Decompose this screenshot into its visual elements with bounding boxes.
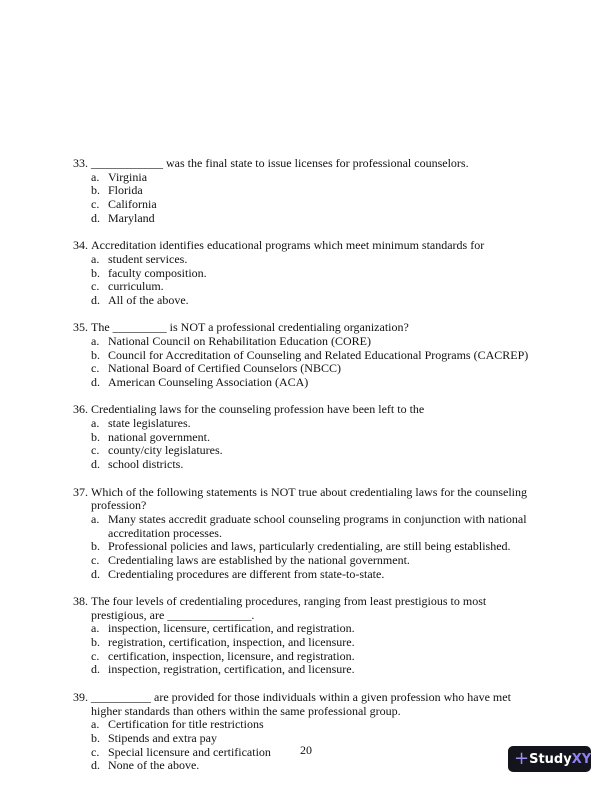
- option-text-line: Special licensure and certification: [108, 744, 271, 759]
- option-text: [108, 444, 223, 458]
- option-text-line: Credentialing procedures are different from state-to-state.: [108, 566, 385, 581]
- option-label: b.: [91, 429, 100, 444]
- answer-option: [73, 554, 543, 568]
- question-text: The four levels of credentialing procedures, ranging from least prestigious to most: [91, 594, 487, 608]
- option-text-line: faculty composition.: [108, 265, 207, 280]
- answer-option: [73, 513, 543, 540]
- option-text-line: Many states accredit graduate school counseling programs in conjunction with national: [108, 511, 527, 526]
- option-text-line: Virginia: [108, 169, 148, 184]
- question-text: Which of the following statements is NOT true about credentialing laws for the counseling: [91, 484, 528, 499]
- option-label: a.: [91, 251, 100, 266]
- option-text-line: accreditation processes.: [108, 525, 222, 540]
- answer-option: [73, 198, 543, 212]
- option-text: [108, 513, 527, 540]
- question-text-line: [73, 157, 543, 171]
- plus-icon: +: [514, 748, 530, 769]
- option-label: c.: [91, 744, 100, 759]
- option-label: d.: [91, 210, 100, 225]
- option-text: [108, 568, 384, 582]
- option-text: [108, 198, 157, 212]
- option-text: [108, 212, 155, 226]
- option-label: a.: [91, 621, 100, 636]
- option-label: c.: [91, 443, 100, 458]
- option-text: [108, 267, 207, 281]
- option-text-line: Council for Accreditation of Counseling and Related Educational Programs (CACREP): [108, 347, 529, 362]
- option-text-line: student services.: [108, 251, 188, 266]
- option-text: [108, 253, 187, 267]
- answer-option: [73, 718, 543, 732]
- question-text: prestigious, are ______________.: [91, 607, 255, 622]
- option-text: [108, 540, 511, 554]
- option-text-line: registration, certification, inspection, and licensure.: [108, 635, 355, 650]
- question: [73, 691, 543, 773]
- option-text: [108, 171, 147, 185]
- option-label: c.: [91, 361, 100, 376]
- question-text-line: [73, 705, 543, 719]
- option-text: [108, 431, 210, 445]
- option-text: [108, 294, 189, 308]
- option-text: [108, 636, 355, 650]
- option-text: [108, 759, 199, 773]
- question-text-line: [73, 609, 543, 623]
- option-label: b.: [91, 265, 100, 280]
- question-text-line: [73, 691, 543, 705]
- question: [73, 321, 543, 389]
- question: [73, 486, 543, 582]
- option-text-line: California: [108, 197, 157, 212]
- question-text: ____________ was the final state to issue licenses for professional counselors.: [91, 156, 469, 170]
- option-text-line: state legislatures.: [108, 416, 191, 431]
- question-number: 35.: [73, 320, 88, 335]
- logo-text: StudyXY: [529, 751, 592, 767]
- question-list: [73, 157, 543, 787]
- option-text: [108, 458, 183, 472]
- answer-option: [73, 568, 543, 582]
- option-label: d.: [91, 566, 100, 581]
- question-text: The _________ is NOT a professional credentialing organization?: [91, 320, 409, 335]
- option-text-line: Florida: [108, 183, 143, 198]
- option-text-line: Certification for title restrictions: [108, 717, 264, 732]
- question-number: 36.: [73, 402, 88, 417]
- option-text: [108, 184, 143, 198]
- option-text-line: All of the above.: [108, 292, 189, 307]
- answer-option: [73, 444, 543, 458]
- answer-option: [73, 417, 543, 431]
- answer-option: [73, 431, 543, 445]
- option-label: a.: [91, 416, 100, 431]
- answer-option: [73, 184, 543, 198]
- option-label: d.: [91, 457, 100, 472]
- question-text: Accreditation identifies educational programs which meet minimum standards for: [91, 238, 485, 253]
- option-label: d.: [91, 662, 100, 677]
- question: [73, 595, 543, 677]
- answer-option: [73, 267, 543, 281]
- answer-option: [73, 335, 543, 349]
- page-number: 20: [300, 743, 312, 757]
- answer-option: [73, 458, 543, 472]
- answer-option: [73, 212, 543, 226]
- question-text-line: [73, 321, 543, 335]
- option-text: [108, 663, 355, 677]
- option-text-line: American Counseling Association (ACA): [108, 375, 309, 389]
- studyxy-logo: [508, 746, 591, 772]
- option-text-line: school districts.: [108, 457, 184, 472]
- question: [73, 157, 543, 225]
- option-label: c.: [91, 279, 100, 294]
- answer-option: [73, 294, 543, 308]
- option-text-line: National Council on Rehabilitation Education (CORE): [108, 333, 371, 348]
- option-label: a.: [91, 717, 100, 732]
- option-text-line: certification, inspection, licensure, and registration.: [108, 648, 355, 663]
- option-label: a.: [91, 333, 100, 348]
- option-label: b.: [91, 730, 100, 745]
- answer-option: [73, 280, 543, 294]
- option-text-line: national government.: [108, 429, 210, 444]
- option-label: b.: [91, 635, 100, 650]
- answer-option: [73, 663, 543, 677]
- option-label: a.: [91, 511, 100, 526]
- option-text: [108, 718, 264, 732]
- option-text: [108, 376, 308, 390]
- question-text: Credentialing laws for the counseling profession have been left to the: [91, 402, 425, 417]
- option-label: b.: [91, 183, 100, 198]
- question-number: 37.: [73, 484, 88, 499]
- option-text-line: Maryland: [108, 210, 155, 225]
- option-text-line: Professional policies and laws, particularly credentialing, are still being established.: [108, 539, 511, 554]
- question-number: 34.: [73, 238, 88, 253]
- option-text-line: National Board of Certified Counselors (NBCC): [108, 361, 341, 376]
- option-text-line: Credentialing laws are established by the national government.: [108, 552, 410, 567]
- option-text: [108, 622, 355, 636]
- question-number: 39.: [73, 689, 88, 704]
- option-text: [108, 335, 371, 349]
- answer-option: [73, 636, 543, 650]
- question-number: 38.: [73, 594, 88, 608]
- option-text-line: county/city legislatures.: [108, 443, 223, 458]
- answer-option: [73, 622, 543, 636]
- option-label: c.: [91, 648, 100, 663]
- option-text: [108, 280, 164, 294]
- answer-option: [73, 349, 543, 363]
- question-text-line: [73, 239, 543, 253]
- answer-option: [73, 171, 543, 185]
- option-label: b.: [91, 347, 100, 362]
- option-text: [108, 362, 341, 376]
- question-text: __________ are provided for those individuals within a given profession who have met: [91, 689, 511, 704]
- answer-option: [73, 540, 543, 554]
- answer-option: [73, 650, 543, 664]
- option-text: [108, 554, 410, 568]
- question-text-line: [73, 499, 543, 513]
- question-text: higher standards than others within the same professional group.: [91, 703, 401, 718]
- answer-option: [73, 376, 543, 390]
- option-text-line: Stipends and extra pay: [108, 730, 217, 745]
- question-text-line: [73, 486, 543, 500]
- option-label: a.: [91, 169, 100, 184]
- question-number: 33.: [73, 156, 88, 170]
- option-text-line: curriculum.: [108, 279, 164, 294]
- option-label: d.: [91, 758, 100, 773]
- question: [73, 403, 543, 471]
- question: [73, 239, 543, 307]
- option-label: d.: [91, 292, 100, 307]
- question-text-line: [73, 595, 543, 609]
- option-label: c.: [91, 197, 100, 212]
- answer-option: [73, 362, 543, 376]
- question-text-line: [73, 403, 543, 417]
- option-text-line: None of the above.: [108, 758, 200, 773]
- option-text: [108, 650, 355, 664]
- option-text-line: inspection, registration, certification, and licensure.: [108, 662, 355, 677]
- question-text: profession?: [91, 498, 147, 513]
- option-text: [108, 417, 191, 431]
- option-text: [108, 349, 528, 363]
- answer-option: [73, 759, 543, 773]
- option-text-line: inspection, licensure, certification, and registration.: [108, 621, 355, 636]
- option-label: c.: [91, 552, 100, 567]
- answer-option: [73, 253, 543, 267]
- option-label: d.: [91, 375, 100, 389]
- option-label: b.: [91, 539, 100, 554]
